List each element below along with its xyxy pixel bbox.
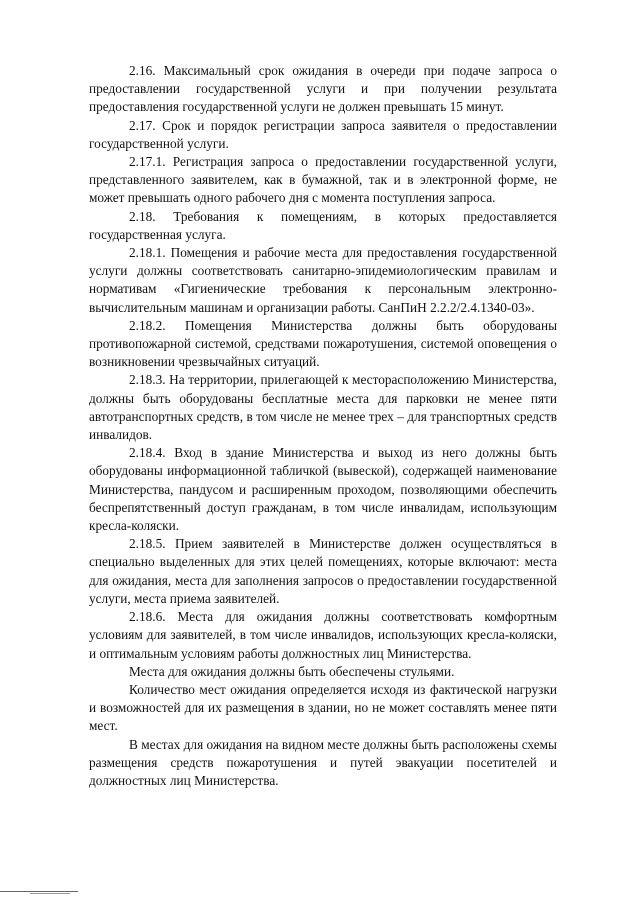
paragraph-2-18: 2.18. Требования к помещениям, в которых предоставляется государственная услуга. bbox=[89, 208, 557, 242]
paragraph-waiting-chairs: Места для ожидания должны быть обеспечены стульями. bbox=[129, 663, 455, 679]
document-body bbox=[89, 62, 557, 790]
paragraph-2-18-4: 2.18.4. Вход в здание Министерства и выход из него должны быть оборудованы информационной табличкой (вывеской), содержащей наименование Министерства, пандусом и расширенным проходом, позволяющими обеспечить беспрепятственный доступ гражданам, в том числе инвалидам, использующим кресла-коляски. bbox=[89, 445, 557, 534]
paragraph-2-17-1: 2.17.1. Регистрация запроса о предоставлении государственной услуги, представленного заявителем, как в бумажной, так и в электронной форме, не может превышать одного рабочего дня с момента поступления запроса. bbox=[89, 154, 557, 206]
paragraph-2-18-6: 2.18.6. Места для ожидания должны соответствовать комфортным условиям для заявителей, в том числе инвалидов, использующих кресла-коляски, и оптимальным условиям работы должностных лиц Министерства. bbox=[89, 609, 557, 661]
footer-rule bbox=[0, 891, 78, 892]
paragraph-2-18-5: 2.18.5. Прием заявителей в Министерстве должен осуществляться в специально выделенных для этих целей помещениях, которые включают: места для ожидания, места для заполнения запросов о предоставлении государственной услуги, места приема заявителей. bbox=[89, 536, 557, 606]
paragraph-2-18-3: 2.18.3. На территории, прилегающей к месторасположению Министерства, должны быть оборудованы бесплатные места для парковки не менее пяти автотранспортных средств, в том числе не менее трех – для транспортных средств инвалидов. bbox=[89, 372, 557, 443]
footer-rule-secondary bbox=[30, 893, 70, 894]
paragraph-2-16: 2.16. Максимальный срок ожидания в очереди при подаче запроса о предоставлении государственной услуги и при получении результата предоставления государственной услуги не должен превышать 15 минут. bbox=[89, 63, 557, 115]
paragraph-waiting-count: Количество мест ожидания определяется исходя из фактической нагрузки и возможностей для их размещения в здании, но не может составлять менее пяти мест. bbox=[89, 681, 557, 734]
paragraph-2-18-1: 2.18.1. Помещения и рабочие места для предоставления государственной услуги должны соответствовать санитарно-эпидемиологическим правилам и нормативам «Гигиенические требования к персональным электронно-вычислительным машинам и организации работы. СанПиН 2.2.2/2.4.1340-03». bbox=[89, 245, 557, 315]
paragraph-2-17: 2.17. Срок и порядок регистрации запроса заявителя о предоставлении государственной услуги. bbox=[89, 117, 557, 151]
paragraph-2-18-2: 2.18.2. Помещения Министерства должны быть оборудованы противопожарной системой, средствами пожаротушения, системой оповещения о возникновении чрезвычайных ситуаций. bbox=[89, 317, 557, 370]
paragraph-evacuation-schemes: В местах для ожидания на видном месте должны быть расположены схемы размещения средств пожаротушения и путей эвакуации посетителей и должностных лиц Министерства. bbox=[89, 736, 557, 788]
